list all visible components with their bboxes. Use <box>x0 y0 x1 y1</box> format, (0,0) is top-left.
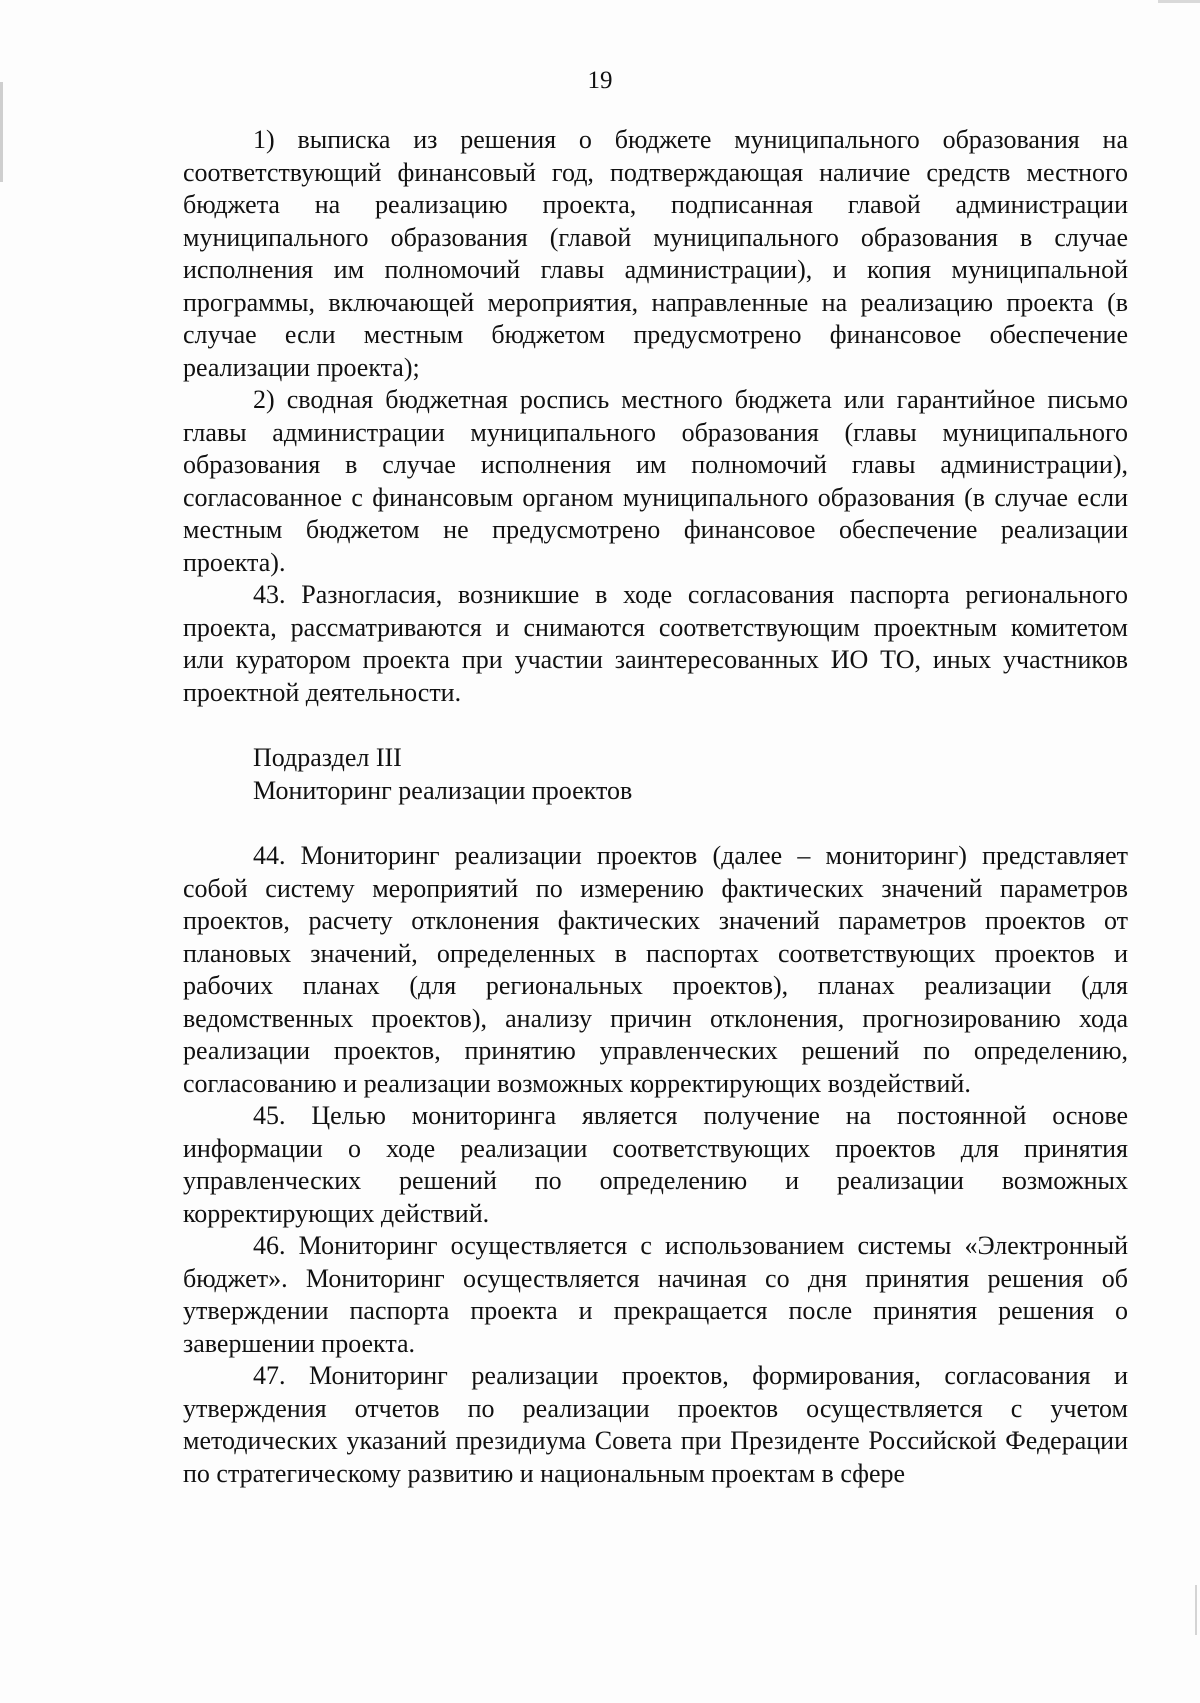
paragraph-44: 44. Мониторинг реализации проектов (далее – мониторинг) представляет собой систему мероприятий по измерению фактических значений параметров проектов, расчету отклонения фактических значений параметров проектов от плановых значений, определенных в паспортах соответствующих проектов и рабочих планах (для региональных проектов), планах реализации (для ведомственных проектов), анализу причин отклонения, прогнозированию хода реализации проектов, принятию управленческих решений по определению, согласованию и реализации возможных корректирующих воздействий. <box>183 841 1128 1098</box>
paragraph-47: 47. Мониторинг реализации проектов, формирования, согласования и утверждения отчетов по реализации проектов осуществляется с учетом методических указаний президиума Совета при Президенте Российской Федерации по стратегическому развитию и национальным проектам в сфере <box>183 1361 1128 1488</box>
document-body <box>183 124 1128 1490</box>
scan-edge-mark <box>1195 1585 1197 1635</box>
section-title: Мониторинг реализации проектов <box>253 775 633 805</box>
section-heading-block <box>183 742 1128 807</box>
scan-edge-mark <box>1158 0 1200 3</box>
page-number: 19 <box>587 67 613 94</box>
paragraph-item-2: 2) сводная бюджетная роспись местного бюджета или гарантийное письмо главы администрации муниципального образования (главы муниципального образования в случае исполнения им полномочий главы администрации), согласованное с финансовым органом муниципального образования (в случае если местным бюджетом не предусмотрено финансовое обеспечение реализации проекта). <box>183 385 1128 577</box>
subsection-label: Подраздел III <box>253 743 402 772</box>
paragraph-45: 45. Целью мониторинга является получение на постоянной основе информации о ходе реализации соответствующих проектов для принятия управленческих решений по определению и реализации возможных корректирующих действий. <box>183 1101 1128 1228</box>
scan-edge-mark <box>0 82 3 182</box>
paragraph-item-1: 1) выписка из решения о бюджете муниципального образования на соответствующий финансовый год, подтверждающая наличие средств местного бюджета на реализацию проекта, подписанная главой администрации муниципального образования (главой муниципального образования в случае исполнения им полномочий главы администрации), и копия муниципальной программы, включающей мероприятия, направленные на реализацию проекта (в случае если местным бюджетом предусмотрено финансовое обеспечение реализации проекта); <box>183 125 1128 382</box>
paragraph-43: 43. Разногласия, возникшие в ходе согласования паспорта регионального проекта, рассматриваются и снимаются соответствующим проектным комитетом или куратором проекта при участии заинтересованных ИО ТО, иных участников проектной деятельности. <box>183 580 1128 707</box>
paragraph-46: 46. Мониторинг осуществляется с использованием системы «Электронный бюджет». Мониторинг осуществляется начиная со дня принятия решения об утверждении паспорта проекта и прекращается после принятия решения о завершении проекта. <box>183 1231 1128 1358</box>
